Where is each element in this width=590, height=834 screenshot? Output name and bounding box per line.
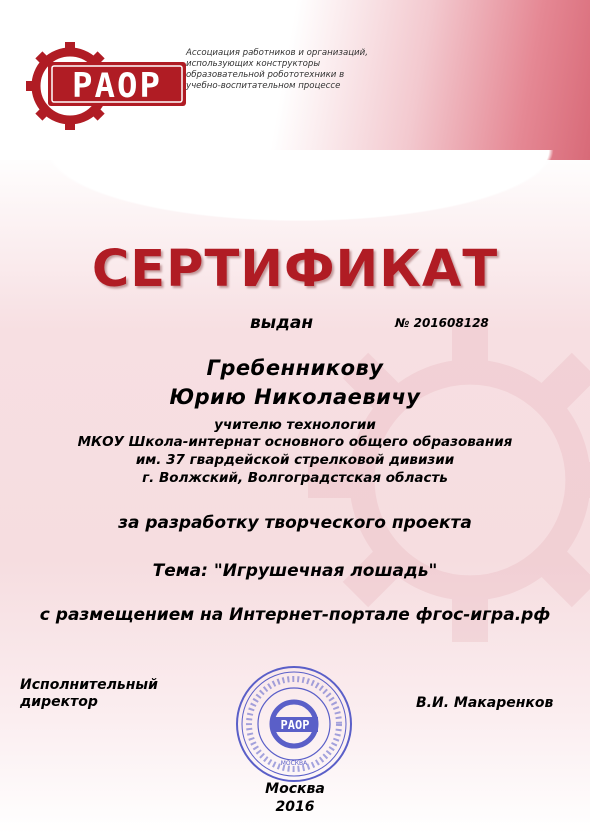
raor-logo (22, 40, 192, 132)
portal-line: с размещением на Интернет-портале фгос-игра.рф (39, 605, 551, 625)
organization-line-2: им. 37 гвардейской стрелковой дивизии (135, 452, 455, 468)
signer-name: В.И. Макаренков (416, 695, 554, 711)
recipient-position: учителю технологии (214, 417, 376, 433)
official-stamp (234, 664, 354, 784)
stamp-center-text: РАОР (280, 718, 310, 732)
footer-city: Москва (265, 781, 325, 797)
certificate-title: СЕРТИФИКАТ (91, 240, 499, 299)
logo-text: РАОР (72, 66, 162, 106)
issued-label: выдан (250, 313, 314, 333)
stamp-city: МОСКВА (280, 760, 308, 767)
recipient-surname: Гребенникову (206, 356, 384, 380)
signer-role: Исполнительный директор (20, 677, 158, 710)
recipient-given-names: Юрию Николаевичу (169, 385, 421, 409)
certificate-number: № 201608128 (395, 316, 489, 330)
organization-line-1: МКОУ Школа-интернат основного общего образования (77, 434, 513, 450)
association-name: Ассоциация работников и организаций, использующих конструкторы образовательной робототехники в учебно-воспитательном процессе (186, 48, 368, 91)
footer-year: 2016 (275, 799, 315, 815)
project-topic: Тема: "Игрушечная лошадь" (152, 561, 438, 581)
organization-line-3: г. Волжский, Волгоградстская область (142, 470, 448, 486)
award-reason: за разработку творческого проекта (118, 513, 472, 533)
